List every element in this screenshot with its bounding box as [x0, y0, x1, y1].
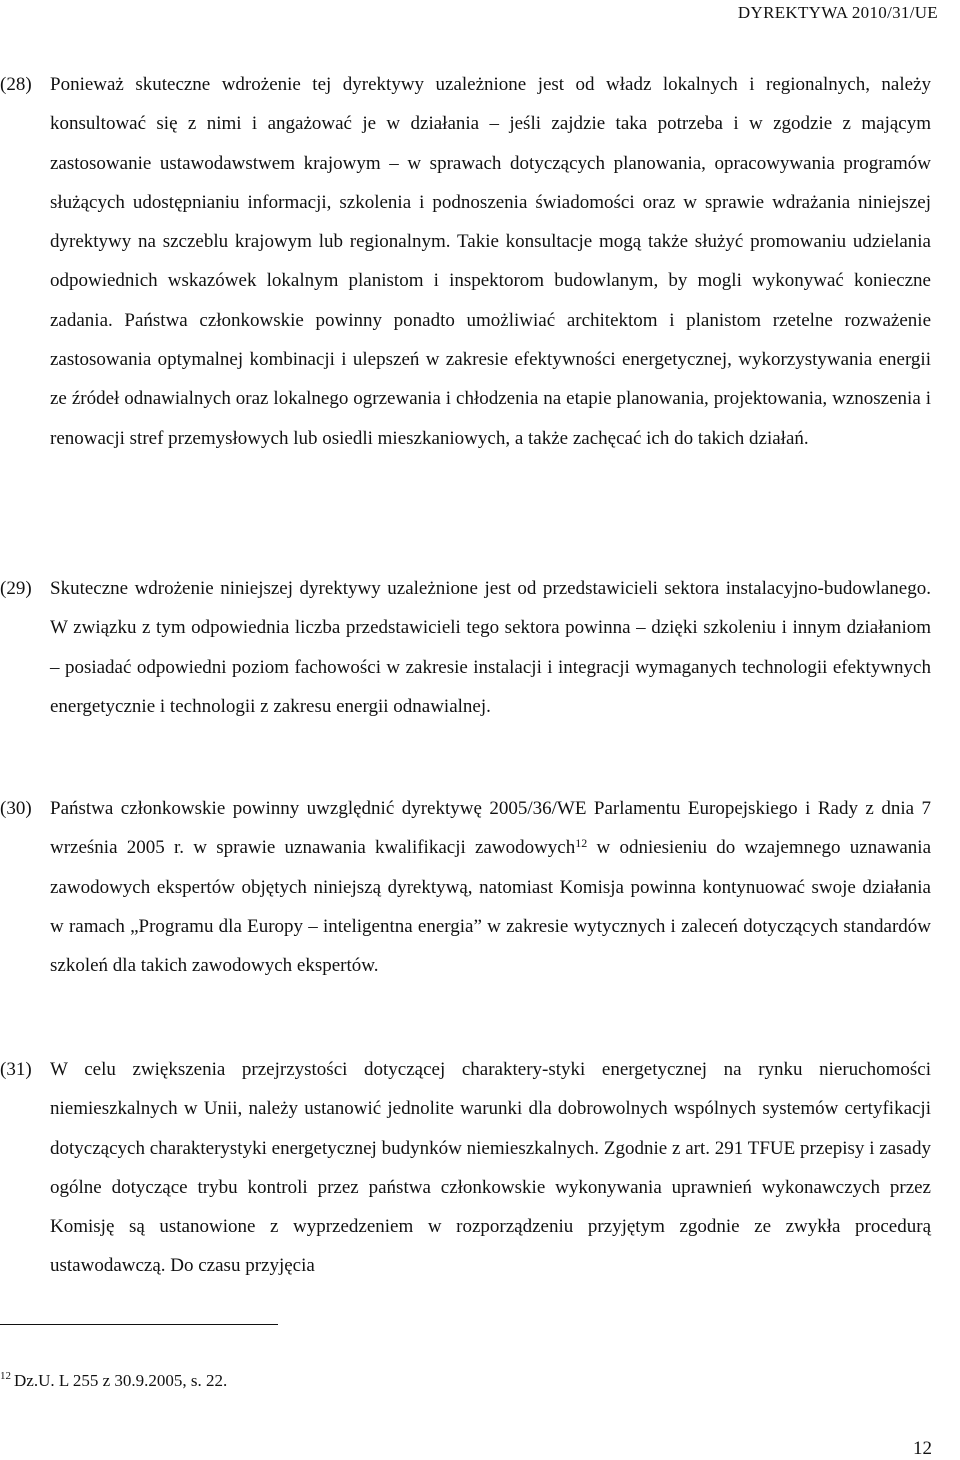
paragraph-number: (30)	[0, 798, 32, 819]
paragraph-number: (28)	[0, 74, 32, 95]
paragraph-31	[0, 1050, 931, 1286]
paragraph-text-before-footnote: Państwa członkowskie powinny uwzględnić dyrektywę 2005/36/WE Parlamentu Europejskiego i Rady z dnia 7 września 2005 r. w sprawie uznawania kwalifikacji zawodowych	[50, 798, 931, 859]
paragraph-text-after-footnote: w odniesieniu do wzajemnego uznawania zawodowych ekspertów objętych niniejszą dyrektywą, natomiast Komisja powinna kontynuować swoje działania w ramach „Programu dla Europy – inteligentna energia” w zakresie wytycznych i zaleceń dotyczących standardów szkoleń dla takich zawodowych ekspertów.	[50, 837, 932, 977]
paragraph-text: W celu zwiększenia przejrzystości dotyczącej charaktery-styki energetycznej na rynku nieruchomości niemieszkalnych w Unii, należy ustanowić jednolite warunki dla dobrowolnych wspólnych systemów certyfikacji dotyczących charakterystyki energetycznej budynków niemieszkalnych. Zgodnie z art. 291 TFUE przepisy i zasady ogólne dotyczące trybu kontroli przez państwa członkowskie wykonywania uprawnień wykonawczych przez Komisję są ustanowione z wyprzedzeniem w rozporządzeniu przyjętym zgodnie ze zwykła procedurą ustawodawczą. Do czasu przyjęcia	[50, 1059, 931, 1277]
footnote-reference[interactable]: 12	[575, 836, 588, 851]
footnote-text: Dz.U. L 255 z 30.9.2005, s. 22.	[14, 1371, 228, 1390]
page-number: 12	[913, 1438, 932, 1459]
paragraph-text: Skuteczne wdrożenie niniejszej dyrektywy uzależnione jest od przedstawicieli sektora instalacyjno-budowlanego. W związku z tym odpowiednia liczba przedstawicieli tego sektora powinna – dzięki szkoleniu i innym działaniom – posiadać odpowiedni poziom fachowości w zakresie instalacji i integracji wymaganych technologii efektywnych energetycznie i technologii z zakresu energii odnawialnej.	[50, 578, 931, 717]
paragraph-28	[0, 65, 931, 458]
paragraph-text	[50, 789, 931, 985]
footnote-separator	[0, 1324, 278, 1325]
footnote-marker: 12	[0, 1370, 11, 1382]
paragraph-number: (29)	[0, 578, 32, 599]
paragraph-30	[0, 789, 931, 985]
paragraph-text: Ponieważ skuteczne wdrożenie tej dyrektywy uzależnione jest od władz lokalnych i regionalnych, należy konsultować się z nimi i angażować je w działania – jeśli zajdzie taka potrzeba i w zgodzie z mającym zastosowanie ustawodawstwem krajowym – w sprawach dotyczących planowania, opracowywania programów służących udostępnianiu informacji, szkolenia i podnoszenia świadomości oraz w sprawie wdrażania niniejszej dyrektywy na szczeblu krajowym lub regionalnym. Takie konsultacje mogą także służyć promowaniu udzielania odpowiednich wskazówek lokalnym planistom i inspektorom budowlanym, by mogli wykonywać konieczne zadania. Państwa członkowskie powinny ponadto umożliwiać architektom i planistom rzetelne rozważenie zastosowania optymalnej kombinacji i ulepszeń w zakresie efektywności energetycznej, wykorzystywania energii ze źródeł odnawialnych oraz lokalnego ogrzewania i chłodzenia na etapie planowania, projektowania, wznoszenia i renowacji stref przemysłowych lub osiedli mieszkaniowych, a także zachęcać ich do takich działań.	[50, 74, 931, 449]
paragraph-number: (31)	[0, 1059, 32, 1080]
document-header-title: DYREKTYWA 2010/31/UE	[737, 3, 938, 22]
footnote	[0, 1370, 227, 1394]
paragraph-29	[0, 569, 931, 726]
